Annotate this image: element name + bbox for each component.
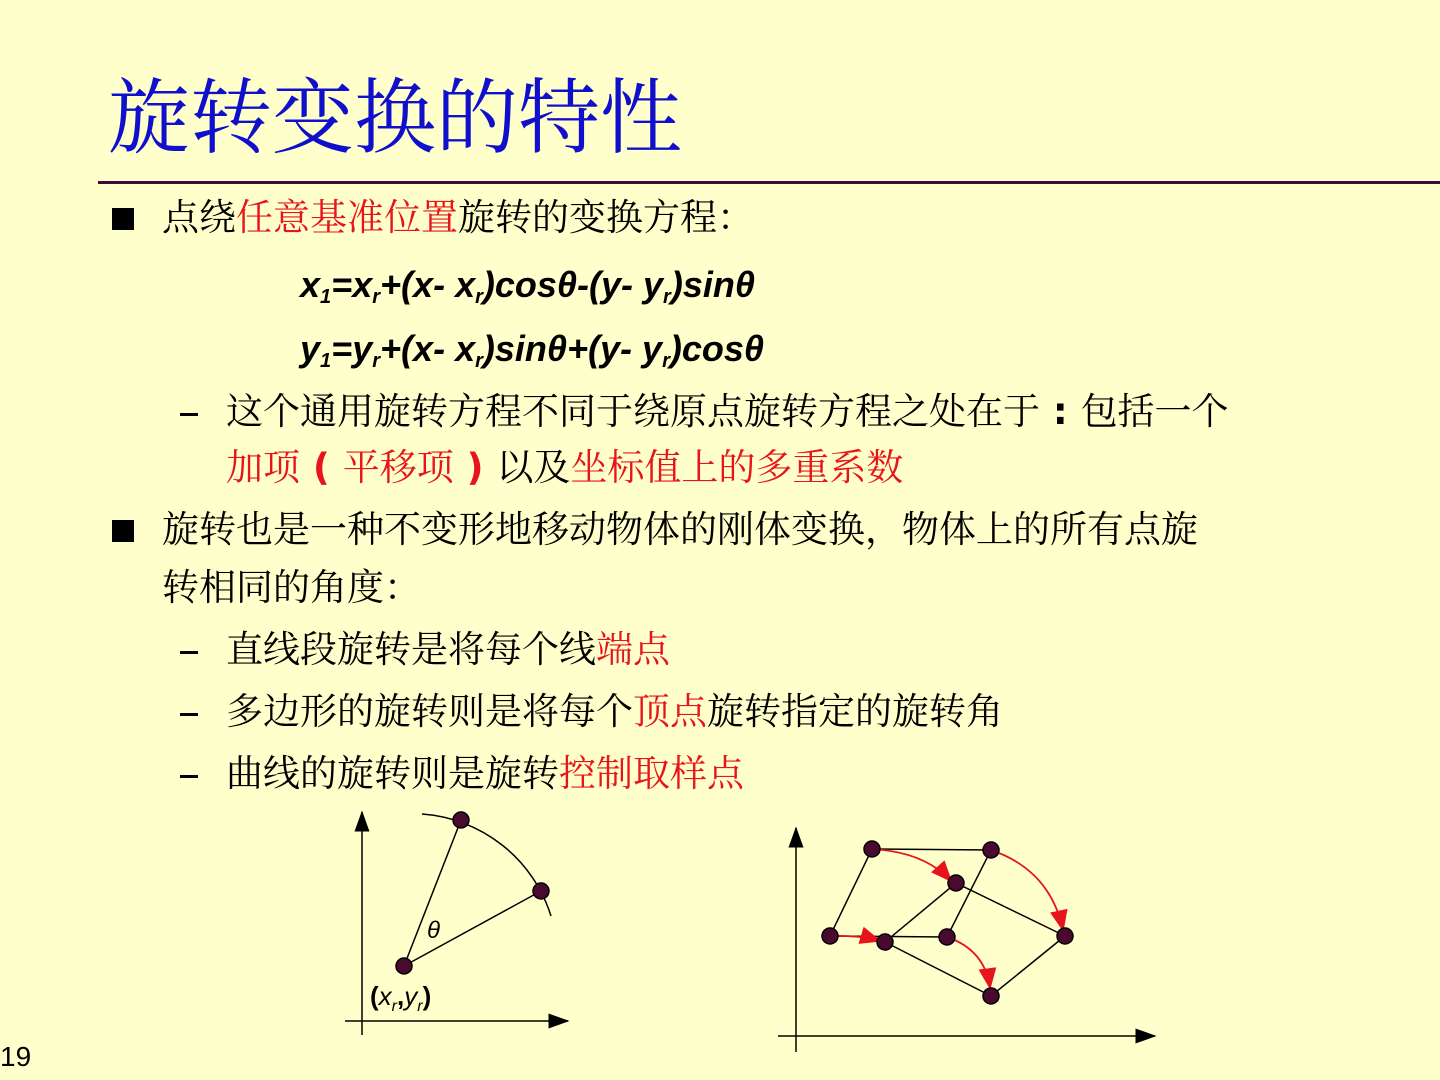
figure-polygon-rotation xyxy=(770,820,1170,1060)
bullet-square xyxy=(112,208,134,230)
segment-rotated xyxy=(404,820,461,966)
figure-line-rotation xyxy=(330,800,590,1050)
vertex-point xyxy=(877,934,893,950)
dash-marker xyxy=(180,651,198,654)
bullet-1-suffix: 旋转的变换方程： xyxy=(458,196,754,239)
title-divider xyxy=(98,181,1440,184)
pivot-point xyxy=(396,958,412,974)
bullet-1-highlight: 任意基准位置 xyxy=(236,196,458,239)
vertex-point xyxy=(983,988,999,1004)
sub-bullet-3: 多边形的旋转则是将每个顶点旋转指定的旋转角 xyxy=(226,690,1003,733)
rotation-arc xyxy=(422,814,551,916)
sub-bullet-4: 曲线的旋转则是旋转控制取样点 xyxy=(226,752,744,795)
vertex-point xyxy=(948,875,964,891)
slide-title: 旋转变换的特性 xyxy=(108,71,683,166)
dash-marker xyxy=(180,413,198,416)
sub-bullet-2: 直线段旋转是将每个线端点 xyxy=(226,628,670,671)
page-number: 19 xyxy=(0,1041,32,1072)
bullet-1-text xyxy=(162,196,754,240)
polygon-rotated xyxy=(885,883,1065,996)
sub-bullet-1-line-2: 加项 ( 平移项 ) 以及坐标值上的多重系数 xyxy=(226,446,904,489)
vertex-point xyxy=(1057,928,1073,944)
formula-x1: $x_1=x_r+(x-$ $x_r)\cos\theta-(y-$ $y_r)\sin\theta$ xyxy=(300,264,755,308)
rotation-arrow xyxy=(872,849,951,881)
vertex-point xyxy=(822,928,838,944)
vertex-point xyxy=(939,929,955,945)
vertex-point xyxy=(864,841,880,857)
vertex-point xyxy=(983,842,999,858)
bullet-2-line-2: 转相同的角度： xyxy=(162,566,421,609)
dash-marker xyxy=(180,775,198,778)
dash-marker xyxy=(180,713,198,716)
sub-bullet-1-line-1: 这个通用旋转方程不同于绕原点旋转方程之处在于 : 包括一个 xyxy=(226,390,1229,433)
endpoint-original xyxy=(533,883,549,899)
angle-label: θ xyxy=(427,917,441,944)
bullet-2-line-1: 旋转也是一种不变形地移动物体的刚体变换，物体上的所有点旋 xyxy=(162,508,1198,551)
endpoint-rotated xyxy=(453,812,469,828)
bullet-square xyxy=(112,520,134,542)
rotation-arrow xyxy=(947,937,990,988)
polygon-original xyxy=(830,849,991,937)
bullet-1-prefix: 点绕 xyxy=(162,196,236,239)
formula-y1: $y_1=y_r+(x-$ $x_r)\sin\theta+(y-$ $y_r)\cos\theta$ xyxy=(300,328,764,372)
segment-original xyxy=(404,891,541,966)
pivot-label: $(x_r,y_r)$ xyxy=(370,981,432,1015)
